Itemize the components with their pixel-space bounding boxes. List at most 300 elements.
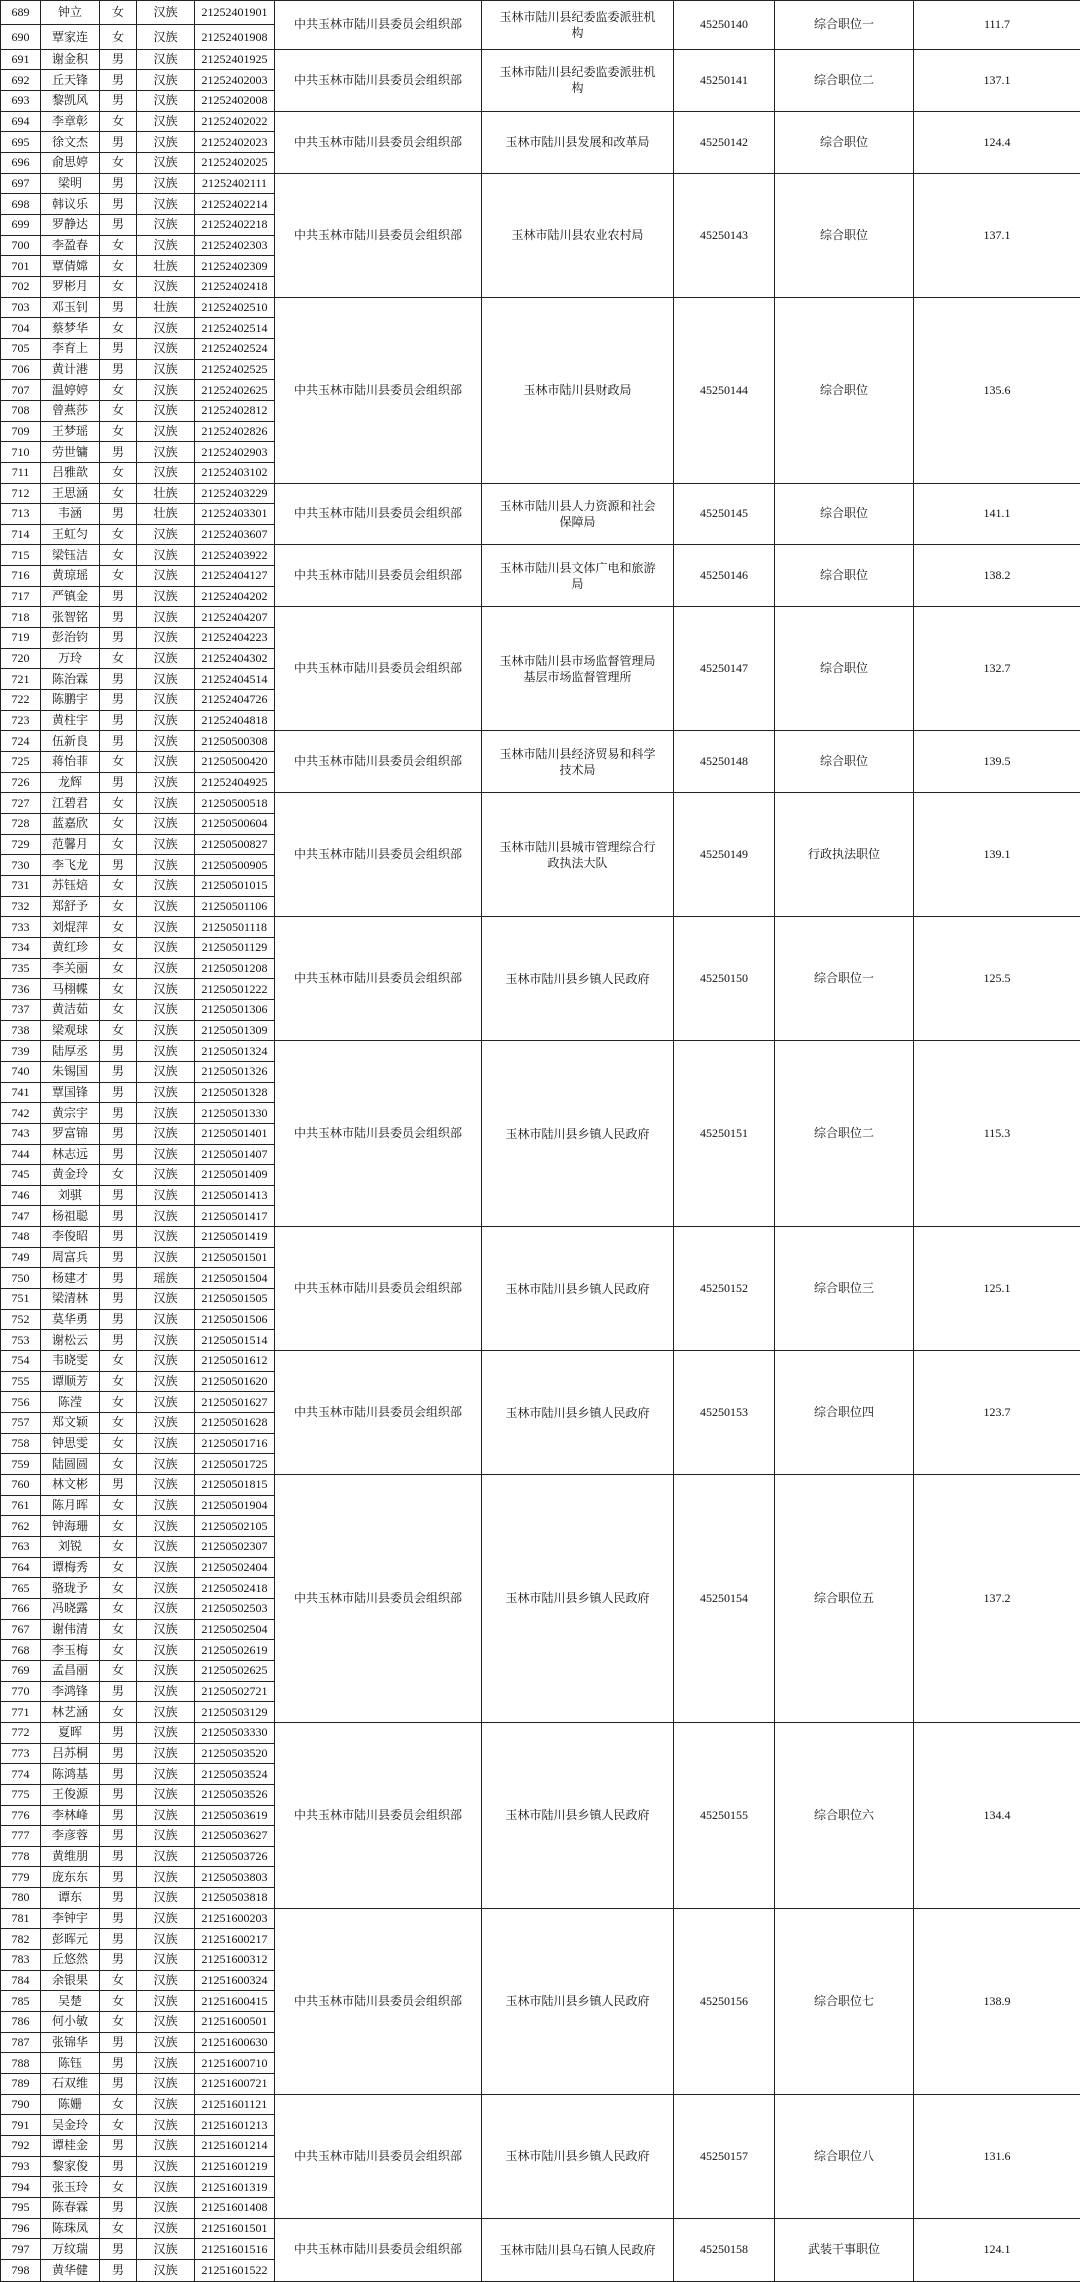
row-number: 699 [1,214,41,235]
gender: 男 [100,1950,137,1971]
exam-ticket-number: 21250503818 [195,1888,275,1909]
row-number: 738 [1,1020,41,1041]
gender: 男 [100,607,137,628]
row-number: 775 [1,1784,41,1805]
exam-ticket-number: 21250502625 [195,1660,275,1681]
gender: 男 [100,772,137,793]
ethnicity: 壮族 [137,483,195,504]
gender: 女 [100,1557,137,1578]
position-name: 综合职位七 [775,1908,914,2094]
row-number: 798 [1,2259,41,2281]
table-row [1,1,1080,25]
candidate-name: 王虹匀 [41,524,100,545]
gender: 男 [100,504,137,525]
row-number: 705 [1,338,41,359]
table-row [1,793,1080,814]
exam-ticket-number: 21252403229 [195,483,275,504]
exam-ticket-number: 21252404514 [195,669,275,690]
candidate-name: 黄金玲 [41,1165,100,1186]
min-entry-score: 139.5 [914,731,1080,793]
candidate-name: 韦涵 [41,504,100,525]
row-number: 755 [1,1371,41,1392]
gender: 男 [100,710,137,731]
gender: 男 [100,1247,137,1268]
gender: 男 [100,1330,137,1351]
candidate-name: 严镇金 [41,586,100,607]
exam-ticket-number: 21252402418 [195,276,275,297]
exam-ticket-number: 21250500420 [195,752,275,773]
exam-ticket-number: 21250501501 [195,1247,275,1268]
position-code: 45250151 [674,1041,775,1227]
exam-ticket-number: 21252404818 [195,710,275,731]
row-number: 764 [1,1557,41,1578]
table-row [1,2094,1080,2115]
position-name: 行政执法职位 [775,793,914,917]
ethnicity: 汉族 [137,1495,195,1516]
row-number: 730 [1,855,41,876]
row-number: 698 [1,194,41,215]
row-number: 746 [1,1185,41,1206]
gender: 男 [100,1867,137,1888]
row-number: 712 [1,483,41,504]
exam-ticket-number: 21252403301 [195,504,275,525]
row-number: 703 [1,297,41,318]
gender: 男 [100,1681,137,1702]
row-number: 743 [1,1123,41,1144]
gender: 男 [100,1227,137,1248]
exam-ticket-number: 21251601213 [195,2115,275,2136]
exam-ticket-number: 21250501904 [195,1495,275,1516]
row-number: 694 [1,111,41,132]
gender: 男 [100,1309,137,1330]
row-number: 701 [1,256,41,277]
row-number: 781 [1,1908,41,1929]
candidate-name: 陈珠凤 [41,2218,100,2239]
ethnicity: 汉族 [137,1681,195,1702]
ethnicity: 汉族 [137,49,195,70]
exam-ticket-number: 21250503526 [195,1784,275,1805]
exam-ticket-number: 21250501328 [195,1082,275,1103]
gender: 男 [100,194,137,215]
exam-ticket-number: 21252402008 [195,91,275,112]
row-number: 762 [1,1516,41,1537]
exam-ticket-number: 21250501407 [195,1144,275,1165]
ethnicity: 汉族 [137,2136,195,2157]
gender: 女 [100,1991,137,2012]
gender: 男 [100,214,137,235]
candidate-name: 罗静达 [41,214,100,235]
exam-ticket-number: 21251601319 [195,2177,275,2198]
row-number: 735 [1,958,41,979]
exam-ticket-number: 21250501129 [195,937,275,958]
position-name: 综合职位八 [775,2094,914,2218]
gender: 女 [100,318,137,339]
row-number: 787 [1,2032,41,2053]
exam-ticket-number: 21250501413 [195,1185,275,1206]
row-number: 794 [1,2177,41,2198]
row-number: 790 [1,2094,41,2115]
recruiting-unit: 中共玉林市陆川县委员会组织部 [275,731,482,793]
ethnicity: 汉族 [137,421,195,442]
exam-ticket-number: 21252404207 [195,607,275,628]
candidate-name: 韩议乐 [41,194,100,215]
min-entry-score: 137.2 [914,1475,1080,1723]
position-name: 综合职位一 [775,1,914,50]
ethnicity: 汉族 [137,2074,195,2095]
gender: 女 [100,1640,137,1661]
exam-ticket-number: 21251601408 [195,2197,275,2218]
ethnicity: 汉族 [137,1805,195,1826]
gender: 女 [100,648,137,669]
row-number: 732 [1,896,41,917]
gender: 男 [100,586,137,607]
ethnicity: 汉族 [137,669,195,690]
candidate-name: 张锦华 [41,2032,100,2053]
row-number: 721 [1,669,41,690]
candidate-name: 吴金玲 [41,2115,100,2136]
candidate-name: 温婷婷 [41,380,100,401]
ethnicity: 汉族 [137,814,195,835]
min-entry-score: 138.2 [914,545,1080,607]
row-number: 724 [1,731,41,752]
exam-ticket-number: 21252402309 [195,256,275,277]
candidate-name: 黄红珍 [41,937,100,958]
exam-ticket-number: 21251600415 [195,1991,275,2012]
ethnicity: 汉族 [137,979,195,1000]
ethnicity: 汉族 [137,1123,195,1144]
position-name: 综合职位 [775,111,914,173]
candidate-name: 林艺涵 [41,1702,100,1723]
candidate-name: 李盈春 [41,235,100,256]
min-entry-score: 115.3 [914,1041,1080,1227]
candidate-name: 骆珑予 [41,1578,100,1599]
candidate-name: 李飞龙 [41,855,100,876]
table-row [1,483,1080,504]
ethnicity: 汉族 [137,710,195,731]
exam-ticket-number: 21250500518 [195,793,275,814]
row-number: 691 [1,49,41,70]
min-entry-score: 124.1 [914,2218,1080,2281]
exam-ticket-number: 21252402218 [195,214,275,235]
gender: 女 [100,276,137,297]
ethnicity: 汉族 [137,896,195,917]
ethnicity: 汉族 [137,1144,195,1165]
gender: 女 [100,545,137,566]
ethnicity: 汉族 [137,276,195,297]
position-code: 45250154 [674,1475,775,1723]
gender: 女 [100,1702,137,1723]
position-name: 综合职位 [775,483,914,545]
candidate-name: 刘骐 [41,1185,100,1206]
gender: 女 [100,917,137,938]
ethnicity: 汉族 [137,1888,195,1909]
min-entry-score: 125.1 [914,1227,1080,1351]
row-number: 792 [1,2136,41,2157]
recruiting-unit: 中共玉林市陆川县委员会组织部 [275,2094,482,2218]
candidate-name: 李育上 [41,338,100,359]
candidate-name: 李章彰 [41,111,100,132]
ethnicity: 汉族 [137,1660,195,1681]
gender: 男 [100,2136,137,2157]
candidate-name: 周富兵 [41,1247,100,1268]
min-entry-score: 137.1 [914,49,1080,111]
candidate-name: 覃家连 [41,25,100,49]
ethnicity: 汉族 [137,875,195,896]
exam-ticket-number: 21251601522 [195,2259,275,2281]
ethnicity: 汉族 [137,1784,195,1805]
row-number: 740 [1,1061,41,1082]
candidate-name: 钟思雯 [41,1433,100,1454]
row-number: 793 [1,2156,41,2177]
ethnicity: 汉族 [137,318,195,339]
candidate-name: 黄柱宇 [41,710,100,731]
row-number: 736 [1,979,41,1000]
exam-ticket-number: 21252402903 [195,442,275,463]
row-number: 731 [1,875,41,896]
position-unit: 玉林市陆川县乡镇人民政府 [482,1722,674,1908]
recruiting-unit: 中共玉林市陆川县委员会组织部 [275,1351,482,1475]
ethnicity: 汉族 [137,524,195,545]
position-name: 综合职位 [775,731,914,793]
exam-ticket-number: 21252402525 [195,359,275,380]
gender: 男 [100,1144,137,1165]
gender: 男 [100,2053,137,2074]
candidate-name: 朱锡国 [41,1061,100,1082]
exam-ticket-number: 21250503524 [195,1764,275,1785]
exam-ticket-number: 21251601219 [195,2156,275,2177]
gender: 女 [100,979,137,1000]
table-row [1,173,1080,194]
row-number: 748 [1,1227,41,1248]
gender: 女 [100,153,137,174]
ethnicity: 汉族 [137,1743,195,1764]
ethnicity: 汉族 [137,1061,195,1082]
candidate-name: 梁清林 [41,1289,100,1310]
gender: 男 [100,1475,137,1496]
candidate-name: 谭梅秀 [41,1557,100,1578]
position-unit: 玉林市陆川县财政局 [482,297,674,483]
gender: 男 [100,1185,137,1206]
row-number: 739 [1,1041,41,1062]
position-name: 综合职位 [775,607,914,731]
min-entry-score: 134.4 [914,1722,1080,1908]
min-entry-score: 141.1 [914,483,1080,545]
candidate-name: 覃国锋 [41,1082,100,1103]
gender: 女 [100,483,137,504]
ethnicity: 汉族 [137,1330,195,1351]
position-unit: 玉林市陆川县纪委监委派驻机构 [482,49,674,111]
position-name: 综合职位二 [775,49,914,111]
position-code: 45250152 [674,1227,775,1351]
candidate-name: 余银果 [41,1970,100,1991]
position-name: 综合职位二 [775,1041,914,1227]
gender: 男 [100,731,137,752]
candidate-name: 李鸿锋 [41,1681,100,1702]
ethnicity: 汉族 [137,1557,195,1578]
row-number: 709 [1,421,41,442]
ethnicity: 汉族 [137,772,195,793]
ethnicity: 汉族 [137,1908,195,1929]
gender: 男 [100,1041,137,1062]
ethnicity: 汉族 [137,1309,195,1330]
candidate-name: 谢松云 [41,1330,100,1351]
recruiting-unit: 中共玉林市陆川县委员会组织部 [275,1,482,50]
candidate-name: 俞思婷 [41,153,100,174]
row-number: 756 [1,1392,41,1413]
min-entry-score: 123.7 [914,1351,1080,1475]
exam-ticket-number: 21252404202 [195,586,275,607]
candidate-name: 万纹瑞 [41,2239,100,2260]
row-number: 695 [1,132,41,153]
gender: 女 [100,814,137,835]
ethnicity: 汉族 [137,1041,195,1062]
candidate-name: 马栩幉 [41,979,100,1000]
table-row [1,1351,1080,1372]
candidate-name: 林文彬 [41,1475,100,1496]
gender: 女 [100,421,137,442]
gender: 男 [100,442,137,463]
gender: 男 [100,359,137,380]
gender: 男 [100,1888,137,1909]
row-number: 714 [1,524,41,545]
gender: 女 [100,1516,137,1537]
candidate-name: 龙辉 [41,772,100,793]
candidate-name: 陈鹏宇 [41,690,100,711]
recruiting-unit: 中共玉林市陆川县委员会组织部 [275,1227,482,1351]
recruiting-unit: 中共玉林市陆川县委员会组织部 [275,297,482,483]
row-number: 700 [1,235,41,256]
position-name: 综合职位四 [775,1351,914,1475]
gender: 女 [100,875,137,896]
row-number: 750 [1,1268,41,1289]
position-unit: 玉林市陆川县人力资源和社会保障局 [482,483,674,545]
position-name: 综合职位 [775,297,914,483]
exam-ticket-number: 21250501417 [195,1206,275,1227]
gender: 女 [100,1351,137,1372]
position-code: 45250156 [674,1908,775,2094]
candidate-name: 江碧君 [41,793,100,814]
candidate-name: 杨祖聪 [41,1206,100,1227]
row-number: 692 [1,70,41,91]
ethnicity: 汉族 [137,1619,195,1640]
ethnicity: 汉族 [137,1722,195,1743]
ethnicity: 汉族 [137,1536,195,1557]
ethnicity: 汉族 [137,1950,195,1971]
ethnicity: 汉族 [137,2218,195,2239]
candidate-name: 冯晓露 [41,1598,100,1619]
position-code: 45250153 [674,1351,775,1475]
exam-ticket-number: 21250502105 [195,1516,275,1537]
ethnicity: 汉族 [137,628,195,649]
candidate-name: 石双维 [41,2074,100,2095]
candidate-name: 陆圆圆 [41,1454,100,1475]
row-number: 734 [1,937,41,958]
gender: 男 [100,91,137,112]
candidate-name: 谭桂金 [41,2136,100,2157]
exam-ticket-number: 21252402812 [195,400,275,421]
candidate-name: 吕苏桐 [41,1743,100,1764]
exam-ticket-number: 21250502418 [195,1578,275,1599]
row-number: 747 [1,1206,41,1227]
gender: 女 [100,1392,137,1413]
exam-ticket-number: 21250501620 [195,1371,275,1392]
gender: 男 [100,1846,137,1867]
ethnicity: 汉族 [137,1020,195,1041]
row-number: 752 [1,1309,41,1330]
candidate-name: 黄洁茹 [41,999,100,1020]
table-row [1,1908,1080,1929]
gender: 男 [100,2197,137,2218]
min-entry-score: 111.7 [914,1,1080,50]
ethnicity: 瑶族 [137,1268,195,1289]
candidate-name: 陆厚丞 [41,1041,100,1062]
recruiting-unit: 中共玉林市陆川县委员会组织部 [275,111,482,173]
exam-ticket-number: 21250501118 [195,917,275,938]
gender: 女 [100,1598,137,1619]
position-unit: 玉林市陆川县乡镇人民政府 [482,1908,674,2094]
row-number: 722 [1,690,41,711]
exam-ticket-number: 21250501627 [195,1392,275,1413]
candidate-name: 陈姗 [41,2094,100,2115]
table-row [1,111,1080,132]
gender: 男 [100,2032,137,2053]
exam-ticket-number: 21252403102 [195,462,275,483]
row-number: 715 [1,545,41,566]
exam-ticket-number: 21250502721 [195,1681,275,1702]
ethnicity: 汉族 [137,752,195,773]
exam-ticket-number: 21250501506 [195,1309,275,1330]
candidate-name: 谢伟清 [41,1619,100,1640]
exam-ticket-number: 21252403607 [195,524,275,545]
exam-ticket-number: 21250501324 [195,1041,275,1062]
exam-ticket-number: 21250500905 [195,855,275,876]
table-row [1,607,1080,628]
exam-ticket-number: 21250501725 [195,1454,275,1475]
exam-ticket-number: 21252402826 [195,421,275,442]
candidate-name: 梁明 [41,173,100,194]
recruiting-unit: 中共玉林市陆川县委员会组织部 [275,1475,482,1723]
table-row [1,917,1080,938]
candidate-name: 黎凯风 [41,91,100,112]
position-unit: 玉林市陆川县农业农村局 [482,173,674,297]
gender: 男 [100,1826,137,1847]
row-number: 710 [1,442,41,463]
row-number: 693 [1,91,41,112]
candidate-name: 丘悠然 [41,1950,100,1971]
row-number: 760 [1,1475,41,1496]
ethnicity: 汉族 [137,2197,195,2218]
ethnicity: 汉族 [137,1991,195,2012]
row-number: 729 [1,834,41,855]
row-number: 770 [1,1681,41,1702]
ethnicity: 汉族 [137,1929,195,1950]
gender: 女 [100,834,137,855]
gender: 女 [100,793,137,814]
candidate-name: 蓝嘉欣 [41,814,100,835]
row-number: 737 [1,999,41,1020]
position-code: 45250141 [674,49,775,111]
position-unit: 玉林市陆川县乡镇人民政府 [482,1227,674,1351]
row-number: 707 [1,380,41,401]
ethnicity: 汉族 [137,1247,195,1268]
candidate-name: 王俊源 [41,1784,100,1805]
candidate-name: 吕雅歆 [41,462,100,483]
gender: 男 [100,2074,137,2095]
candidate-name: 彭治钧 [41,628,100,649]
gender: 女 [100,462,137,483]
ethnicity: 汉族 [137,1,195,25]
candidate-name: 何小敏 [41,2012,100,2033]
